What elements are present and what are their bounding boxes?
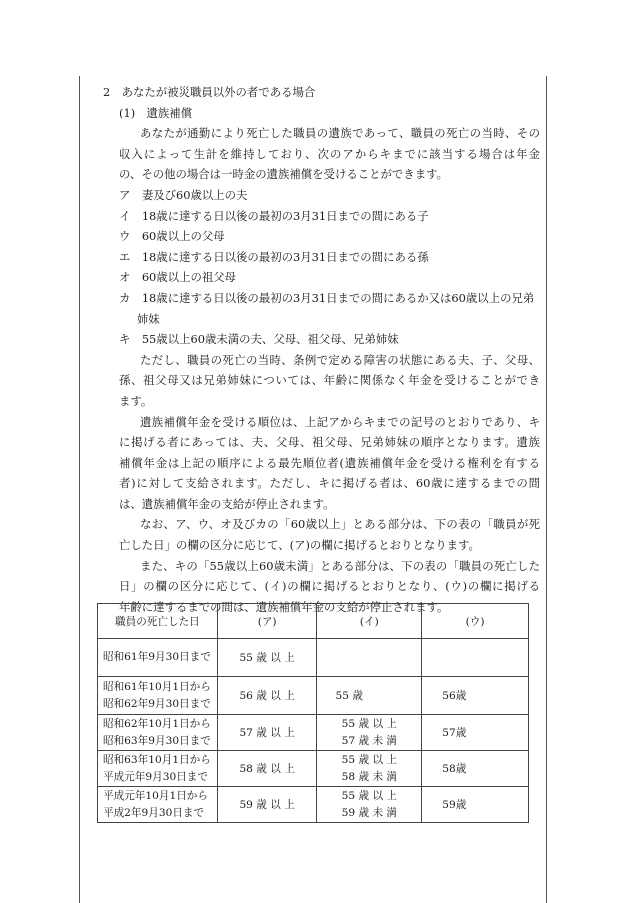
table-cell-date: 昭和62年10月1日から 昭和63年9月30日まで bbox=[98, 715, 218, 751]
table-cell-date: 昭和63年10月1日から 平成元年9月30日まで bbox=[98, 751, 218, 787]
text-line: 補償年金は上記の順序による最先順位者(遺族補償年金を受ける権利を有する bbox=[119, 455, 540, 470]
table-row bbox=[98, 639, 529, 677]
table-cell-a: 56 歳 以 上 bbox=[217, 677, 317, 715]
table-header-cell: (ア) bbox=[217, 604, 317, 639]
text-line: 収入によって生計を維持しており、次のアからキまでに該当する場合は年金 bbox=[119, 146, 540, 161]
list-item: オ 60歳以上の祖父母 bbox=[119, 270, 237, 285]
list-item: カ 18歳に達する日以後の最初の3月31日までの間にあるか又は60歳以上の兄弟 bbox=[119, 290, 535, 305]
table-cell-i bbox=[317, 639, 422, 677]
text-line: は、遺族補償年金の支給が停止されます。 bbox=[119, 496, 335, 511]
eligible-list bbox=[92, 185, 540, 350]
table-cell-date: 昭和61年9月30日まで bbox=[98, 639, 218, 677]
list-item: ウ 60歳以上の父母 bbox=[119, 229, 225, 244]
table-row bbox=[98, 751, 529, 787]
paragraph-age-note bbox=[92, 514, 540, 555]
subsection-heading: (1) 遺族補償 bbox=[119, 105, 193, 120]
table-cell-u bbox=[422, 639, 529, 677]
list-item: エ 18歳に達する日以後の最初の3月31日までの間にある孫 bbox=[119, 249, 429, 264]
text-line: 孫、祖父母又は兄弟姉妹については、年齢に関係なく年金を受けることができ bbox=[119, 373, 540, 388]
text-line: 亡した日」の欄の区分に応じて、(ア)の欄に掲げるとおりとなります。 bbox=[119, 538, 480, 553]
paragraph-eligibility bbox=[92, 123, 540, 185]
document-body bbox=[92, 82, 540, 617]
frame-right-border bbox=[546, 76, 547, 903]
table-cell-i: 55 歳 bbox=[317, 677, 422, 715]
table-cell-date: 平成元年10月1日から 平成2年9月30日まで bbox=[98, 787, 218, 823]
table-header-cell: 職員の死亡した日 bbox=[98, 604, 218, 639]
table-cell-a: 59 歳 以 上 bbox=[217, 787, 317, 823]
table-cell-u: 59歳 bbox=[422, 787, 529, 823]
table-row bbox=[98, 715, 529, 751]
paragraph-priority-order bbox=[92, 412, 540, 515]
text-line: ます。 bbox=[119, 393, 153, 408]
list-item: イ 18歳に達する日以後の最初の3月31日までの間にある子 bbox=[119, 208, 429, 223]
text-line: ただし、職員の死亡の当時、条例で定める障害の状態にある夫、子、父母、 bbox=[140, 352, 540, 367]
text-line: また、キの「55歳以上60歳未満」とある部分は、下の表の「職員の死亡した bbox=[140, 558, 540, 573]
list-item: キ 55歳以上60歳未満の夫、父母、祖父母、兄弟姉妹 bbox=[119, 332, 399, 347]
text-line: 日」の欄の区分に応じて、(イ)の欄に掲げるとおりとなり、(ウ)の欄に掲げる bbox=[119, 579, 540, 594]
text-line: 者)に対して支給されます。ただし、キに掲げる者は、60歳に達するまでの間 bbox=[119, 476, 540, 491]
table-cell-i: 55 歳 以 上 59 歳 未 満 bbox=[317, 787, 422, 823]
list-item-continuation: 姉妹 bbox=[137, 311, 160, 326]
table-cell-u: 56歳 bbox=[422, 677, 529, 715]
table-cell-date: 昭和61年10月1日から 昭和62年9月30日まで bbox=[98, 677, 218, 715]
frame-left-border bbox=[79, 76, 80, 903]
text-line: 年齢に達するまでの間は、遺族補償年金の支給が停止されます。 bbox=[119, 599, 449, 614]
table-cell-i: 55 歳 以 上 58 歳 未 満 bbox=[317, 751, 422, 787]
table-cell-a: 55 歳 以 上 bbox=[217, 639, 317, 677]
list-item: ア 妻及び60歳以上の夫 bbox=[119, 187, 248, 202]
paragraph-disability-note bbox=[92, 350, 540, 412]
text-line: に掲げる者にあっては、夫、父母、祖父母、兄弟姉妹の順序となります。遺族 bbox=[119, 435, 540, 450]
text-line: 遺族補償年金を受ける順位は、上記アからキまでの記号のとおりであり、キ bbox=[140, 414, 540, 429]
table-header-cell: (イ) bbox=[317, 604, 422, 639]
table-header-cell: (ウ) bbox=[422, 604, 529, 639]
table-cell-u: 58歳 bbox=[422, 751, 529, 787]
table-cell-a: 58 歳 以 上 bbox=[217, 751, 317, 787]
table-header-row bbox=[98, 604, 529, 639]
text-line: の、その他の場合は一時金の遺族補償を受けることができます。 bbox=[119, 167, 448, 182]
age-requirement-table bbox=[97, 603, 529, 823]
section-heading: 2 あなたが被災職員以外の者である場合 bbox=[103, 85, 316, 99]
text-line: あなたが通勤により死亡した職員の遺族であって、職員の死亡の当時、その bbox=[140, 126, 540, 141]
table-cell-i: 55 歳 以 上 57 歳 未 満 bbox=[317, 715, 422, 751]
table-cell-u: 57歳 bbox=[422, 715, 529, 751]
table-row bbox=[98, 677, 529, 715]
text-line: なお、ア、ウ、オ及びカの「60歳以上」とある部分は、下の表の「職員が死 bbox=[140, 517, 540, 532]
table-cell-a: 57 歳 以 上 bbox=[217, 715, 317, 751]
table-row bbox=[98, 787, 529, 823]
